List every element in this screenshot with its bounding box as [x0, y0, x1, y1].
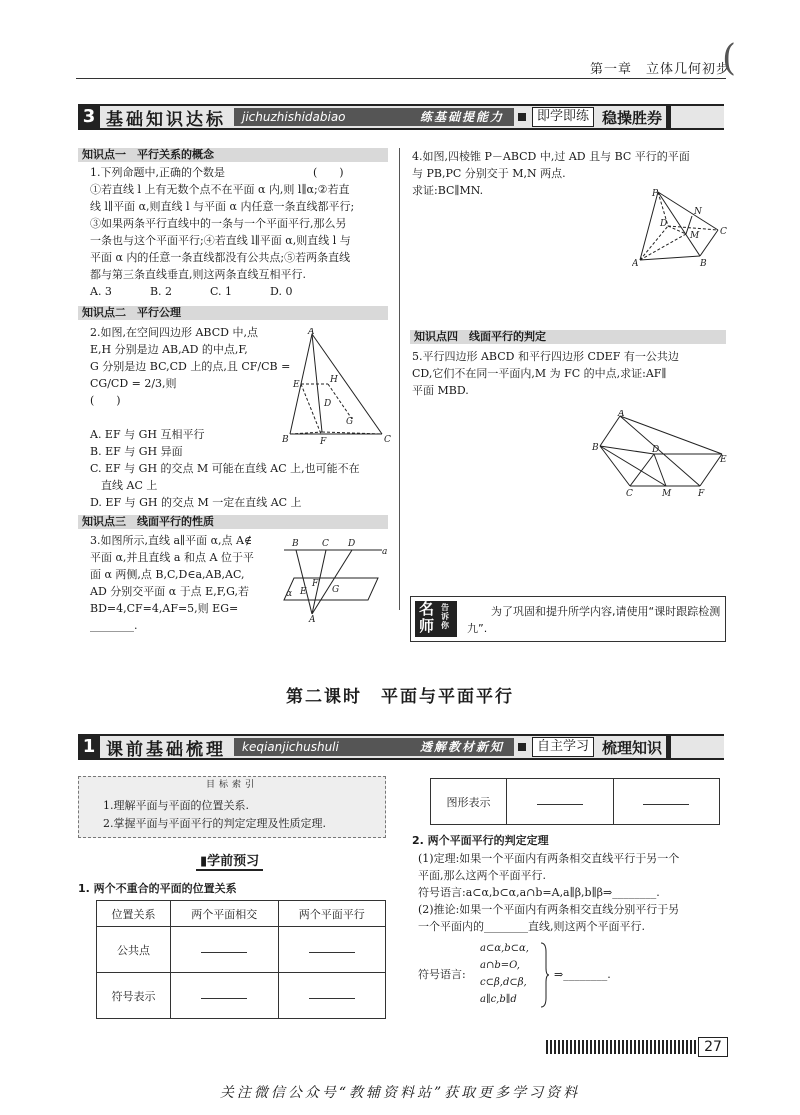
svg-text:C: C [384, 435, 391, 445]
theorem-title: 2. 两个平面平行的判定定理 [412, 834, 549, 847]
svg-text:G: G [332, 585, 340, 595]
question-5: 5.平行四边形 ABCD 和平行四边形 CDEF 有一公共边 CD,它们不在同一平面内,M 为 FC 的中点,求证:AF∥ 平面 MBD. [412, 350, 679, 397]
svg-text:A: A [309, 615, 316, 624]
section-tag-practice: 即学即练 [532, 107, 594, 127]
banner-square-icon [518, 743, 526, 751]
page-number: 27 [698, 1037, 728, 1057]
knowledge-point-3-title: 知识点三 线面平行的性质 [78, 515, 388, 529]
lesson-title: 第二课时 平面与平面平行 [286, 687, 514, 707]
question-3: 3.如图所示,直线 a∥平面 α,点 A∉ 平面 α,并且直线 a 和点 A 位于平 面 α 两侧,点 B,C,D∈a,AB,AC, AD 分别交平面 α 于点 E,F,G,若 BD=4,CF=4,AF=5,则 EG= ________. [90, 534, 254, 632]
svg-text:A: A [632, 259, 639, 268]
svg-text:C: C [322, 539, 329, 549]
svg-text:B: B [700, 259, 707, 268]
section-title: 基础知识达标 [106, 109, 226, 130]
svg-text:D: D [324, 399, 332, 409]
header-bracket-decoration: ( [721, 38, 736, 79]
svg-text:M: M [690, 231, 700, 241]
section-banner-basics [78, 104, 724, 130]
section-banner-preview [78, 734, 724, 760]
table-row: 符号表示 [97, 973, 386, 1019]
svg-text:C: C [720, 227, 727, 237]
teacher-tip-box [410, 596, 726, 642]
section-pinyin: jichuzhishidabiao 练基础提能力 [234, 108, 514, 126]
parallelogram-figure [590, 410, 728, 500]
table-row: 公共点 [97, 927, 386, 973]
banner-end-bar [666, 106, 671, 128]
table-header: 两个平面相交 [171, 901, 279, 927]
svg-text:B: B [292, 539, 299, 549]
svg-text:N: N [694, 207, 702, 217]
goal-item: 2.掌握平面与平面平行的判定定理及性质定理. [103, 817, 326, 830]
preview-heading: ▮学前预习 [196, 850, 263, 871]
section-tag-sort: 梳理知识 [602, 738, 663, 757]
table-header: 位置关系 [97, 901, 171, 927]
section-pinyin: keqianjichushuli 透解教材新知 [234, 738, 514, 756]
line-plane-figure [282, 534, 394, 624]
relation-title: 1. 两个不重合的平面的位置关系 [78, 882, 237, 895]
tetrahedron-figure [282, 328, 394, 446]
knowledge-point-2-title: 知识点二 平行公理 [78, 306, 388, 320]
question-2-options: A. EF 与 GH 互相平行 B. EF 与 GH 异面 C. EF 与 GH 的交点 M 可能在直线 AC 上,也可能不在 直线 AC 上 D. EF 与 GH 的交点 M 一定在直线 AC 上 [90, 428, 360, 509]
svg-text:E: E [300, 587, 307, 597]
section-number: 3 [78, 105, 100, 129]
table-header: 两个平面平行 [278, 901, 386, 927]
answer-blank[interactable] [537, 795, 583, 805]
teacher-tip-text: 为了巩固和提升所学内容,请使用“课时跟踪检测九”. [467, 605, 721, 635]
svg-text:B: B [592, 443, 599, 453]
symbol-conditions: a⊂α,b⊂α, a∩b=O, c⊂β,d⊂β, a∥c,b∥d [480, 943, 529, 1005]
chapter-header: 第一章 立体几何初步 [589, 62, 730, 77]
answer-blank[interactable] [643, 795, 689, 805]
svg-text:H: H [330, 375, 338, 385]
teacher-tip-badge: 名师 告诉你 [415, 601, 457, 637]
svg-text:a: a [382, 547, 388, 557]
question-4: 4.如图,四棱锥 P－ABCD 中,过 AD 且与 BC 平行的平面 与 PB,PC 分别交于 M,N 两点. 求证:BC∥MN. [412, 150, 690, 197]
svg-text:E: E [293, 380, 300, 390]
svg-text:A: A [618, 410, 625, 419]
answer-blank[interactable] [201, 943, 247, 953]
goal-item: 1.理解平面与平面的位置关系. [103, 799, 249, 812]
symbol-language-label: 符号语言: [418, 968, 466, 981]
svg-text:α: α [286, 589, 293, 599]
column-divider [399, 148, 400, 610]
svg-text:C: C [626, 489, 633, 499]
relation-table [96, 900, 386, 1019]
goals-box [78, 776, 386, 838]
goals-heading: 目标索引 [205, 780, 258, 790]
right-brace-icon [540, 942, 550, 1008]
pyramid-figure [632, 186, 728, 268]
svg-text:M: M [662, 489, 672, 499]
knowledge-point-1-title: 知识点一 平行关系的概念 [78, 148, 388, 162]
svg-text:D: D [660, 219, 668, 229]
header-rule [76, 78, 726, 79]
bookmark-icon: ▮ [200, 854, 208, 869]
svg-text:B: B [282, 435, 289, 445]
svg-text:D: D [348, 539, 356, 549]
question-1: 1.下列命题中,正确的个数是 ( ) ①若直线 l 上有无数个点不在平面 α 内,则 l∥α;②若直 线 l∥平面 α,则直线 l 与平面 α 内任意一条直线都平行; ③如果两条平行直线中的一条与一个平面平行,那么另 一条也与这个平面平行;④若直线 l∥平面 α,则直线 l 与 平面 α 内的任意一条直线都没有公共点;⑤若两条直线 都与第三条直线垂直,则这两条直线互相平行. A. 3 B. 2 C. 1 D. 0 [90, 166, 355, 298]
svg-text:F: F [312, 579, 319, 589]
svg-text:D: D [652, 445, 660, 455]
table-row: 图形表示 [431, 779, 720, 825]
answer-blank[interactable] [309, 989, 355, 999]
section-title: 课前基础梳理 [106, 739, 226, 760]
section-number: 1 [78, 735, 100, 759]
section-tag-self-study: 自主学习 [532, 737, 594, 757]
svg-text:F: F [320, 437, 327, 446]
svg-text:P: P [652, 189, 659, 199]
answer-blank[interactable] [309, 943, 355, 953]
svg-text:A: A [308, 328, 315, 337]
section-tag-win: 稳操胜券 [602, 108, 663, 127]
svg-text:F: F [698, 489, 705, 499]
knowledge-point-4-title: 知识点四 线面平行的判定 [410, 330, 726, 344]
option-a: A. 3 [90, 285, 112, 298]
banner-square-icon [518, 113, 526, 121]
svg-text:G: G [346, 417, 354, 427]
option-b: B. 2 [149, 285, 173, 298]
theorem-body: (1)定理:如果一个平面内有两条相交直线平行于另一个 平面,那么这两个平面平行. 符号语言:a⊂α,b⊂α,a∩b=A,a∥β,b∥β⇒________. (2)推论:如果一个平面内有两条相交直线分别平行于另 一个平面内的________直线,则这两个平面平行. [418, 852, 680, 933]
question-2: 2.如图,在空间四边形 ABCD 中,点 E,H 分别是边 AB,AD 的中点,F, G 分别是边 BC,CD 上的点,且 CF/CB = CG/CD = 2/3,则 ( ) [90, 326, 291, 407]
bottom-note: 关注微信公众号“教辅资料站”获取更多学习资料 [219, 1085, 581, 1101]
banner-end-bar [666, 736, 671, 758]
svg-text:E: E [720, 455, 727, 465]
figure-table [430, 778, 720, 825]
option-c: C. 1 [210, 285, 233, 298]
symbol-conclusion: ⇒________. [554, 968, 611, 981]
option-d: D. 0 [270, 285, 293, 298]
answer-blank[interactable] [201, 989, 247, 999]
